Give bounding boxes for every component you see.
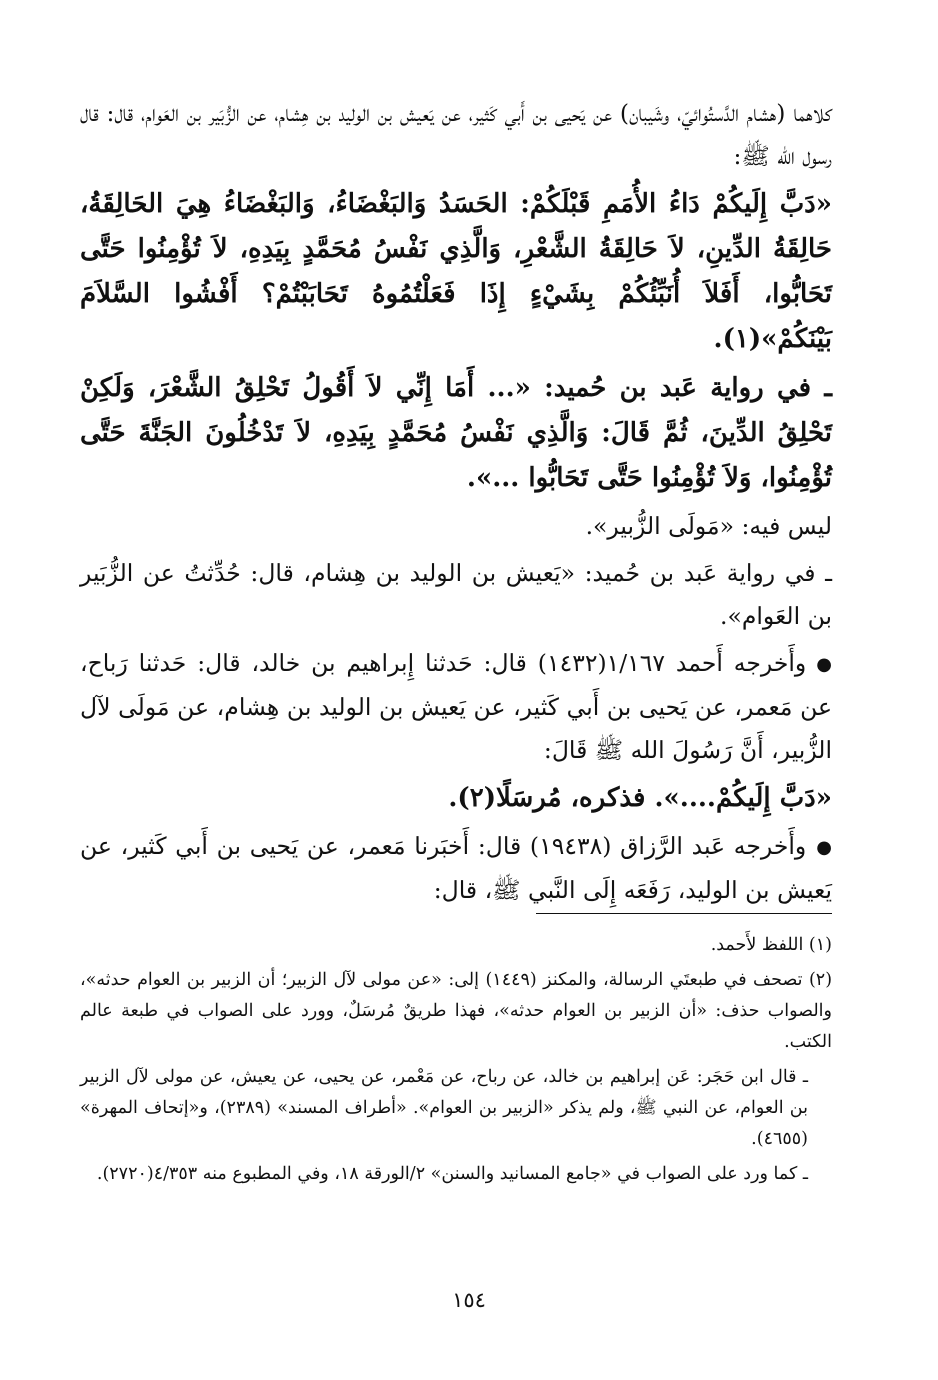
footnotes (80, 930, 832, 1194)
bullet-icon: ● (816, 837, 832, 858)
main-text (80, 92, 832, 912)
footnote-divider (536, 913, 832, 914)
paragraph-abdurrazzaq-takhrij (80, 825, 832, 912)
paragraph-mursal: «دَبَّ إِلَيكُمْ....». فذكره، مُرسَلًا(٢). (448, 783, 832, 813)
paragraph-abd-bin-humaid-version: ـ في رواية عَبد بن حُميد: «... أَمَا إِنِّي لاَ أَقُولُ تَحْلِقُ الشَّعْرَ، وَلَكِنْ تَحْلِقُ الدِّينَ، ثُمَّ قَالَ: وَالَّذِي نَفْسُ مُحَمَّدٍ بِيَدِهِ، لاَ تَدْخُلُونَ الجَنَّةَ حَتَّى تُؤْمِنُوا، وَلاَ تُؤْمِنُوا حَتَّى تَحَابُّوا ...». (80, 373, 832, 493)
page-number: ١٥٤ (452, 1288, 486, 1312)
paragraph-ahmad-text: وأَخرجه أَحمد ١/١٦٧(١٤٣٢) قال: حَدثنا إِبراهيم بن خالد، قال: حَدثنا رَباح، عن مَعمر، عن يَحيى بن أَبي كَثير، عن يَعيش بن الوليد بن هِشام، عن مَولَى لآل الزُّبير، أَنَّ رَسُولَ الله ﷺ قَالَ: (80, 649, 832, 764)
paragraph-abd-bin-humaid-isnad: ـ في رواية عَبد بن حُميد: «يَعيش بن الوليد بن هِشام، قال: حُدِّثتُ عن الزُّبَير بن العَوام». (80, 559, 832, 630)
bullet-icon: ● (816, 654, 832, 675)
paragraph-ahmad-takhrij (80, 642, 832, 772)
paragraph-isnad: كلاهما (هشام الدَّستُوائيّ، وشَيبان) عن يَحيى بن أَبي كَثير، عن يَعيش بن الوليد بن هِشام، عن الزُّبَير بن العَوام، قال: قال رسول الله ﷺ: (80, 99, 832, 170)
paragraph-abdurrazzaq-text: وأَخرجه عَبد الرَّزاق (١٩٤٣٨) قال: أَخبَرنا مَعمر، عن يَحيى بن أَبي كَثير، عن يَعيش بن الوليد، رَفَعَه إِلَى النَّبي ﷺ، قال: (80, 832, 832, 904)
footnote-2-ibn-hajar: ـ قال ابن حَجَر: عَن إبراهيم بن خالد، عن رباح، عن مَعْمر، عن يحيى، عن يعيش، عن مولى لآل الزبير بن العوام، عن النبي ﷺ، ولم يذكر «الزبير بن العوام». «أطراف المسند» (٢٣٨٩)، و«إتحاف المهرة» (٤٦٥٥). (80, 1067, 808, 1149)
paragraph-note-mawla: ليس فيه: «مَولَى الزُّبير». (585, 512, 832, 540)
paragraph-hadith-text: «دَبَّ إِلَيكُمْ دَاءُ الأُمَمِ قَبْلَكُمْ: الحَسَدُ وَالبَغْضَاءُ، وَالبَغْضَاءُ هِيَ الحَالِقَةُ، حَالِقَةُ الدِّينِ، لاَ حَالِقَةُ الشَّعْرِ، وَالَّذِي نَفْسُ مُحَمَّدٍ بِيَدِهِ، لاَ تُؤْمِنُوا حَتَّى تَحَابُّوا، أَفَلاَ أُنَبِّئُكُمْ بِشَيْءٍ إِذَا فَعَلْتُمُوهُ تَحَابَبْتُمْ؟ أَفْشُوا السَّلاَمَ بَيْنَكُمْ»(١). (80, 189, 832, 354)
footnote-1: (١) اللفظ لأَحمد. (710, 935, 832, 955)
footnote-2: (٢) تصحف في طبعتَي الرسالة، والمكنز (١٤٤٩) إلى: «عن مولى لآل الزبير؛ أن الزبير بن العوام حدثه»، والصواب حذف: «أن الزبير بن العوام حدثه»، فهذا طريقٌ مُرسَلٌ، وورد على الصواب في طبعة عالم الكتب. (80, 970, 833, 1052)
footnote-2-jami-masanid: ـ كما ورد على الصواب في «جامع المسانيد والسنن» ٢/الورقة ١٨، وفي المطبوع منه ٤/٣٥٣(٢٧٢٠). (96, 1164, 808, 1184)
